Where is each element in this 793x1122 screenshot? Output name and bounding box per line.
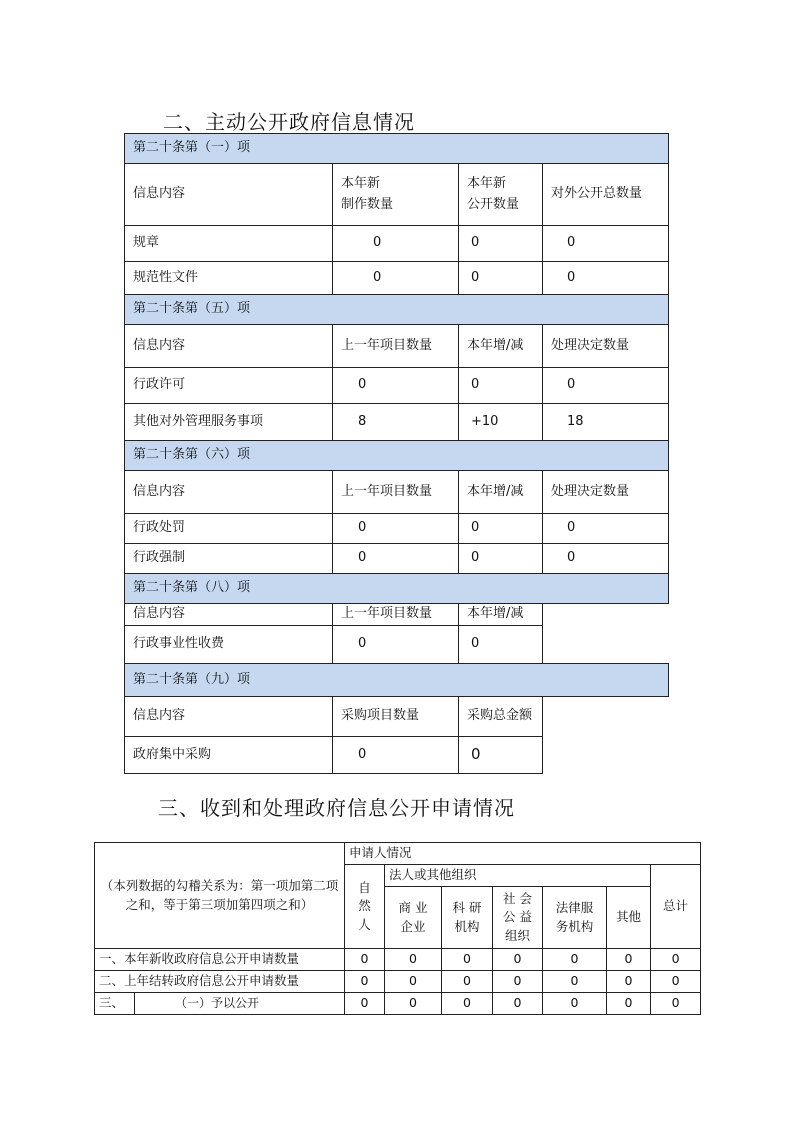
legal-entity-header: 法人或其他组织 [385,865,651,887]
table-row [125,737,669,774]
row-label: 行政事业性收费 [125,626,333,664]
row-label: 规章 [125,226,333,262]
row-label: 一、本年新收政府信息公开申请数量 [95,949,345,971]
cell: 0 [651,949,701,971]
cell: 0 [543,514,669,544]
cell: 0 [385,993,442,1015]
empty-cell [543,626,669,664]
section-header: 第二十条第（一）项 [125,134,669,164]
table-row [125,544,669,574]
cell: 0 [333,262,459,295]
row-label: 行政处罚 [125,514,333,544]
row-label: 二、上年结转政府信息公开申请数量 [95,971,345,993]
table-row [125,514,669,544]
col-legal-service: 法律服 务机构 [543,887,607,949]
column-header: 本年增/减 [459,471,543,514]
cell: 0 [543,971,607,993]
cell: 0 [543,262,669,295]
cell: +10 [459,404,543,441]
cell: 0 [493,971,543,993]
column-header: 信息内容 [125,604,333,626]
cell: 0 [345,993,385,1015]
cell: 0 [333,514,459,544]
section-header: 第二十条第（六）项 [125,441,669,471]
cell: 0 [543,544,669,574]
column-header: 采购项目数量 [333,697,459,737]
cell: 0 [345,971,385,993]
application-table [94,842,701,1015]
empty-cell [543,604,669,626]
cell: 0 [543,949,607,971]
cell: 0 [333,226,459,262]
cell: 0 [333,737,459,774]
column-header: 信息内容 [125,325,333,368]
cell: 0 [651,971,701,993]
row-label: 行政许可 [125,368,333,404]
column-header: 上一年项目数量 [333,604,459,626]
col-other: 其他 [607,887,651,949]
cell: 0 [459,544,543,574]
cell: 0 [442,971,493,993]
cell: 8 [333,404,459,441]
section-header: 第二十条第（八）项 [125,574,669,604]
col-research: 科 研 机构 [442,887,493,949]
column-header: 采购总金额 [459,697,543,737]
applicant-header: 申请人情况 [345,843,701,865]
cell: 0 [459,626,543,664]
column-header: 本年增/减 [459,604,543,626]
cell: 0 [543,368,669,404]
cell: 0 [385,949,442,971]
table-row [125,226,669,262]
column-header: 上一年项目数量 [333,471,459,514]
cell: 0 [651,993,701,1015]
cell: 0 [333,544,459,574]
col-business: 商 业 企业 [385,887,442,949]
column-header: 信息内容 [125,697,333,737]
column-header: 上一年项目数量 [333,325,459,368]
column-header: 对外公开总数量 [543,164,669,226]
row-label: 规范性文件 [125,262,333,295]
table-row [125,404,669,441]
table-row [95,949,701,971]
column-header: 本年新 制作数量 [333,164,459,226]
cell: 0 [607,949,651,971]
column-header: 本年新 公开数量 [459,164,543,226]
col-social-welfare: 社 会 公 益 组织 [493,887,543,949]
column-header: 信息内容 [125,471,333,514]
cell: 0 [333,626,459,664]
column-header: 本年增/减 [459,325,543,368]
cell: 0 [459,737,543,774]
relation-note: （本列数据的勾稽关系为：第一项加第二项之和，等于第三项加第四项之和） [95,843,345,949]
cell: 0 [459,262,543,295]
table-row [125,626,669,664]
cell: 0 [543,993,607,1015]
cell: 0 [493,993,543,1015]
col-natural-person: 自 然 人 [345,865,385,949]
row-label: 政府集中采购 [125,737,333,774]
cell: 0 [333,368,459,404]
section2-title: 二、主动公开政府信息情况 [163,110,415,134]
section3-title: 三、收到和处理政府信息公开申请情况 [158,796,515,820]
table-row [125,368,669,404]
cell: 18 [543,404,669,441]
table-row [95,971,701,993]
empty-cell [543,737,669,774]
cell: 0 [442,993,493,1015]
table-row [95,993,701,1015]
cell: 0 [493,949,543,971]
column-header: 信息内容 [125,164,333,226]
cell: 0 [459,226,543,262]
cell: 0 [442,949,493,971]
cell: 0 [459,368,543,404]
cell: 0 [345,949,385,971]
row-label: 其他对外管理服务事项 [125,404,333,441]
cell: 0 [543,226,669,262]
column-header: 处理决定数量 [543,325,669,368]
cell: 0 [607,993,651,1015]
section-header: 第二十条第（九）项 [125,664,669,697]
col-total: 总计 [651,865,701,949]
row-label-prefix: 三、 [95,993,135,1015]
column-header: 处理决定数量 [543,471,669,514]
cell: 0 [607,971,651,993]
table-row [125,262,669,295]
empty-cell [543,697,669,737]
row-label: 行政强制 [125,544,333,574]
section-header: 第二十条第（五）项 [125,295,669,325]
cell: 0 [385,971,442,993]
active-disclosure-table [124,133,669,774]
row-label: （一）予以公开 [135,993,345,1015]
cell: 0 [459,514,543,544]
